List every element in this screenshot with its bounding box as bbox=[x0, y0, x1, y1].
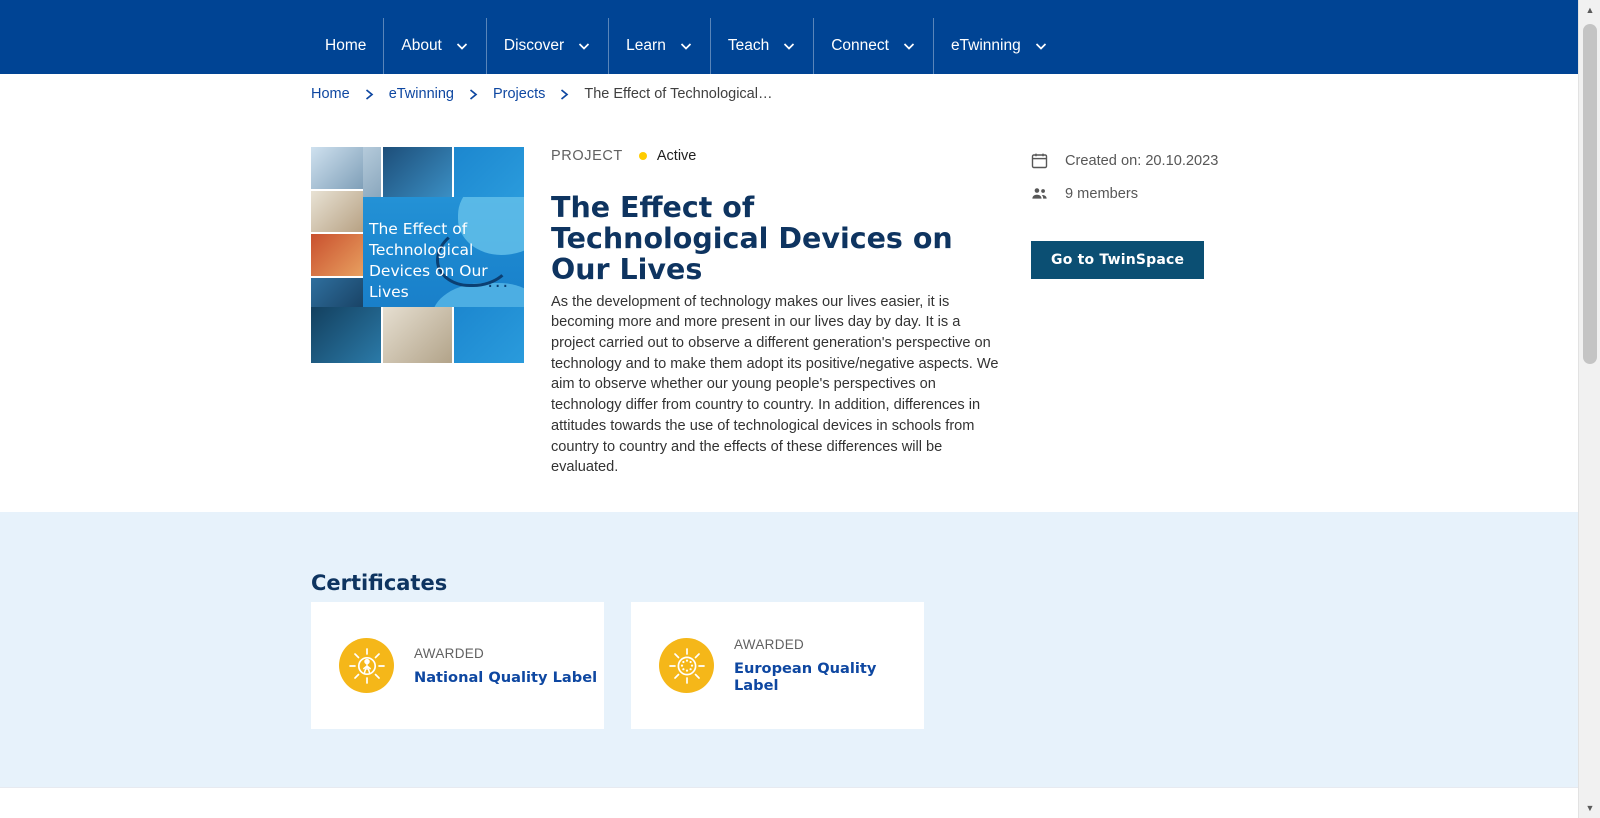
menu-item-etwinning-label: eTwinning bbox=[950, 37, 1021, 55]
menu-item-home-label: Home bbox=[325, 37, 367, 55]
certificate-text-block bbox=[734, 637, 924, 694]
certificate-card-national[interactable] bbox=[311, 602, 604, 729]
certificates-heading: Certificates bbox=[311, 571, 448, 596]
navbar-top-row bbox=[0, 0, 1578, 18]
menu-item-teach-label: Teach bbox=[727, 37, 770, 55]
quality-label-glyph-icon bbox=[339, 638, 394, 693]
members-count-label: 9 members bbox=[1065, 185, 1138, 202]
quality-label-glyph-icon bbox=[659, 638, 714, 693]
chevron-right-icon bbox=[468, 88, 479, 101]
thumbnail-title: The Effect of Technological Devices on Our Lives bbox=[369, 220, 488, 301]
scroll-up-arrow-icon[interactable]: ▲ bbox=[1585, 5, 1595, 15]
created-on-row bbox=[1031, 152, 1218, 169]
go-to-twinspace-button[interactable]: Go to TwinSpace bbox=[1031, 241, 1204, 279]
project-description: As the development of technology makes our lives easier, it is becoming more and more present in our lives day by day. It is a project carried out to observe a different generation's perspective on technology and to make them adopt its positive/negative aspects. We aim to observe whether our young people's perspectives on technology differ from country to country. In addition, differences in attitudes towards the use of technological devices in schools from country to country and the effects of these differences will be evaluated. bbox=[551, 293, 999, 476]
primary-menu bbox=[311, 18, 1065, 74]
menu-item-connect-label: Connect bbox=[831, 37, 889, 55]
vertical-scrollbar[interactable] bbox=[1578, 0, 1600, 818]
status-badge: Active bbox=[656, 148, 697, 164]
scroll-down-arrow-icon[interactable]: ▼ bbox=[1585, 803, 1595, 813]
main-navigation-bar bbox=[0, 0, 1578, 74]
certificate-badge-icon bbox=[659, 638, 714, 693]
certificate-awarded-label: AWARDED bbox=[734, 637, 805, 652]
menu-item-about[interactable] bbox=[383, 18, 486, 74]
chevron-down-icon bbox=[679, 39, 693, 53]
menu-item-home[interactable] bbox=[311, 18, 383, 74]
page-title: The Effect of Technological Devices on Our Lives bbox=[551, 191, 953, 286]
breadcrumb-item-projects[interactable]: Projects bbox=[492, 86, 546, 102]
certificate-awarded-label: AWARDED bbox=[414, 645, 485, 661]
calendar-icon bbox=[1031, 152, 1048, 169]
certificate-badge-icon bbox=[339, 638, 394, 693]
menu-item-discover-label: Discover bbox=[503, 37, 565, 55]
menu-item-discover[interactable] bbox=[486, 18, 608, 74]
chevron-down-icon bbox=[782, 39, 796, 53]
breadcrumb-item-home[interactable]: Home bbox=[311, 86, 350, 102]
menu-item-learn-label: Learn bbox=[626, 37, 666, 55]
chevron-down-icon bbox=[577, 39, 591, 53]
chevron-right-icon bbox=[559, 88, 570, 101]
breadcrumb bbox=[311, 86, 772, 102]
menu-item-connect[interactable] bbox=[813, 18, 933, 74]
chevron-down-icon bbox=[455, 39, 469, 53]
chevron-down-icon bbox=[902, 39, 916, 53]
thumbnail-photo bbox=[383, 147, 455, 197]
menu-item-teach[interactable] bbox=[710, 18, 813, 74]
menu-item-learn[interactable] bbox=[608, 18, 710, 74]
status-dot-icon bbox=[639, 152, 647, 160]
thumbnail-bottom-photo-strip bbox=[311, 307, 524, 363]
thumbnail-photo bbox=[454, 307, 524, 363]
breadcrumb-item-etwinning[interactable]: eTwinning bbox=[388, 86, 454, 102]
thumbnail-photo bbox=[454, 147, 524, 197]
menu-item-about-label: About bbox=[401, 37, 442, 55]
scrollbar-thumb[interactable] bbox=[1583, 24, 1597, 364]
page-bottom-strip bbox=[0, 787, 1578, 818]
thumbnail-photo bbox=[311, 234, 363, 278]
created-on-label: Created on: 20.10.2023 bbox=[1065, 152, 1219, 169]
members-row bbox=[1031, 185, 1218, 202]
project-kind-label: PROJECT bbox=[551, 148, 623, 164]
thumbnail-photo bbox=[311, 191, 363, 235]
thumbnail-dots: ... bbox=[487, 270, 510, 292]
thumbnail-photo bbox=[311, 307, 383, 363]
certificate-text-block bbox=[414, 646, 597, 686]
chevron-down-icon bbox=[1034, 39, 1048, 53]
project-side-info bbox=[1031, 152, 1218, 279]
breadcrumb-current-page: The Effect of Technological… bbox=[584, 86, 773, 102]
certificates-section bbox=[0, 512, 1578, 787]
thumbnail-photo bbox=[383, 307, 455, 363]
project-thumbnail bbox=[311, 147, 524, 363]
certificate-card-european[interactable] bbox=[631, 602, 924, 729]
chevron-right-icon bbox=[364, 88, 375, 101]
certificate-name-link[interactable]: National Quality Label bbox=[414, 668, 598, 686]
menu-item-etwinning[interactable] bbox=[933, 18, 1065, 74]
thumbnail-photo bbox=[311, 147, 363, 191]
certificate-name-link[interactable]: European Quality Label bbox=[734, 660, 877, 694]
people-icon bbox=[1031, 185, 1048, 202]
project-meta bbox=[551, 148, 696, 164]
